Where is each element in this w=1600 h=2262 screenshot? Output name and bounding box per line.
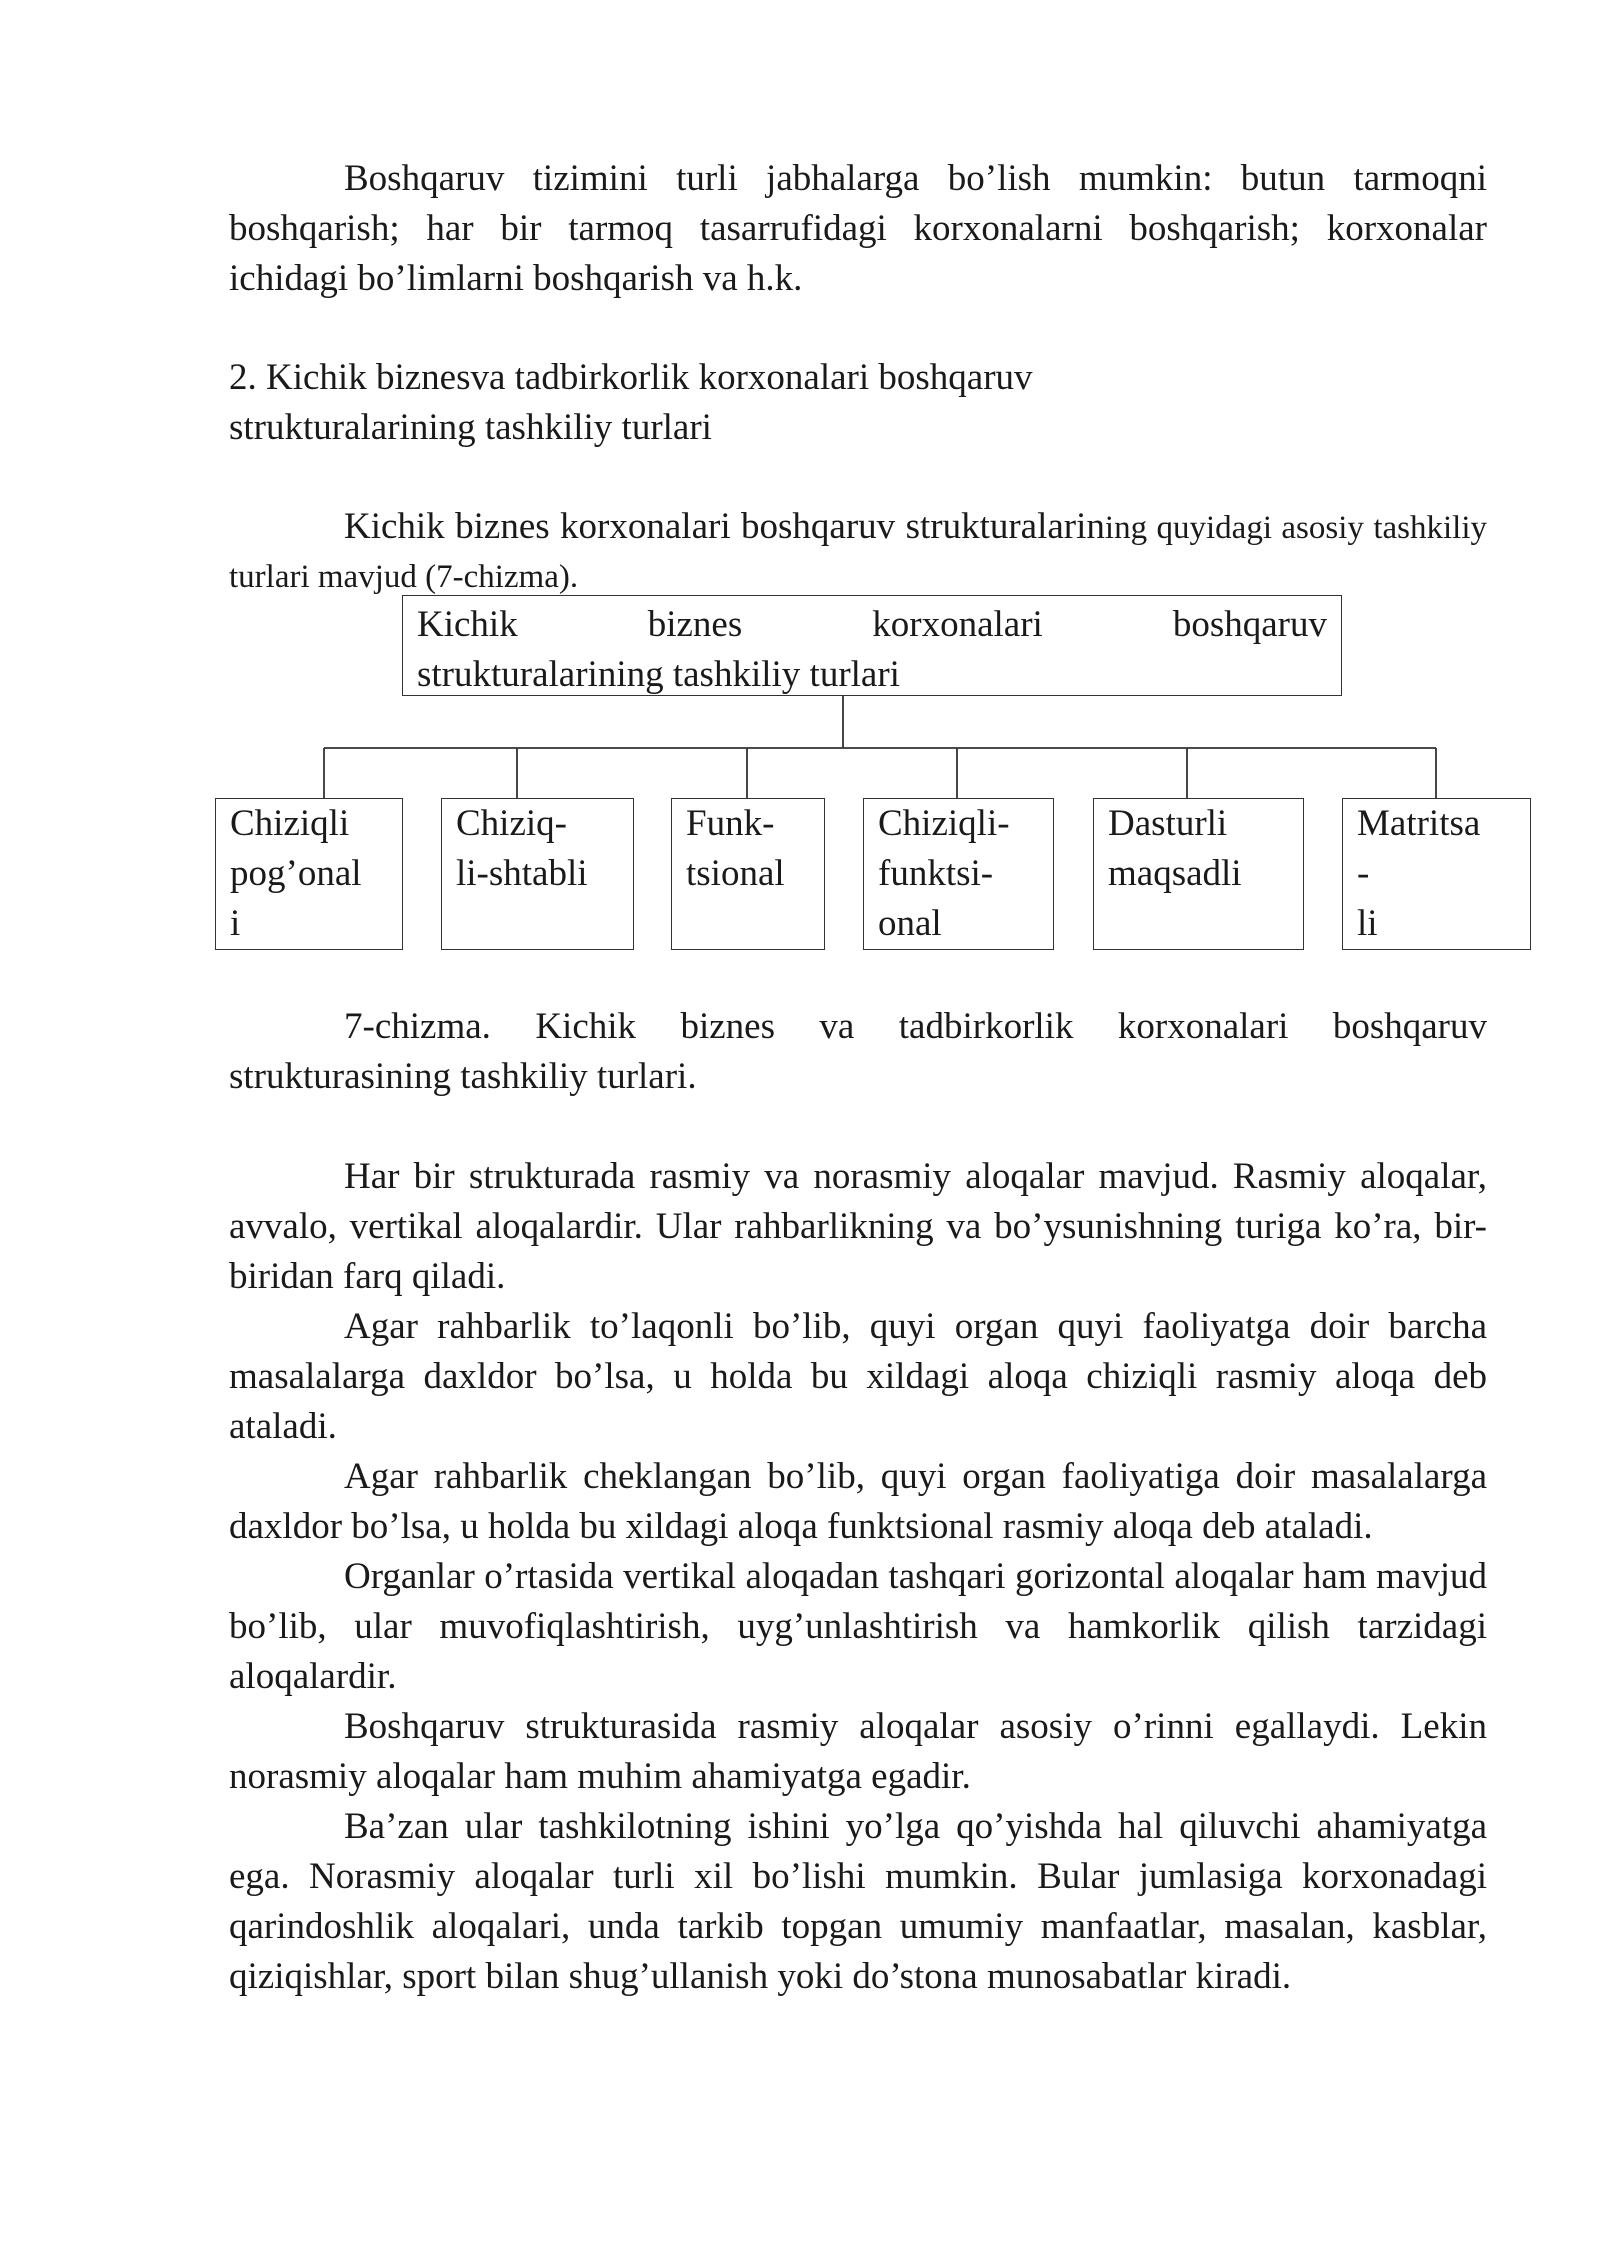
child-line: Chiziq- — [456, 803, 567, 844]
diagram-root-box — [402, 595, 1342, 696]
diagram-child-box-2 — [441, 798, 634, 950]
body-paragraph-1: Har bir strukturada rasmiy va norasmiy aloqalar mavjud. Rasmiy aloqalar, avvalo, vertikal aloqalardir. Ular rahbarlikning va bo’ysunishning turiga ko’ra, bir-biridan farq qiladi. — [229, 1156, 1487, 1297]
intro-paragraph: Boshqaruv tizimini turli jabhalarga bo’lish mumkin: butun tarmoqni boshqarish; har bir tarmoq tasarrufidagi korxonalarni boshqarish; korxonalar ichidagi bo’limlarni boshqarish va h.k. — [229, 158, 1487, 299]
root-word: korxonalari — [872, 604, 1043, 645]
child-line: i — [230, 903, 241, 944]
diagram-child-box-1 — [215, 798, 403, 950]
child-line: maqsadli — [1108, 853, 1242, 894]
body-paragraph-4: Organlar o’rtasida vertikal aloqadan tashqari gorizontal aloqalar ham mavjud bo’lib, ular muvofiqlashtirish, uyg’unlashtirish va hamkorlik qilish tarzidagi aloqalardir. — [229, 1556, 1487, 1697]
child-line: tsional — [686, 853, 785, 894]
root-word: Kichik — [417, 604, 518, 645]
body-text — [229, 1152, 1487, 2002]
diagram-child-box-3 — [671, 798, 825, 950]
child-line: - — [1357, 853, 1370, 894]
root-line1 — [417, 600, 1327, 650]
section-heading-line2: strukturalarining tashkiliy turlari — [229, 407, 712, 448]
child-line: pog’onal — [230, 853, 362, 894]
diagram-child-box-5 — [1093, 798, 1304, 950]
body-paragraph-6: Ba’zan ular tashkilotning ishini yo’lga qo’yishda hal qiluvchi ahamiyatga ega. Norasmiy aloqalar turli xil bo’lishi mumkin. Bular jumlasiga korxonadagi qarindoshlik aloqalari, unda tarkib topgan umumiy manfaatlar, masalan, kasblar, qiziqishlar, sport bilan shug’ullanish yoki do’stona munosabatlar kiradi. — [229, 1806, 1487, 1997]
diagram-child-box-4 — [863, 798, 1054, 950]
child-line: li — [1357, 903, 1378, 944]
child-line: li-shtabli — [456, 853, 588, 894]
diagram-child-box-6 — [1342, 798, 1531, 950]
child-line: Chiziqli — [230, 803, 350, 844]
body-paragraph-5: Boshqaruv strukturasida rasmiy aloqalar asosiy o’rinni egallaydi. Lekin norasmiy aloqalar ham muhim ahamiyatga egadir. — [229, 1706, 1487, 1797]
root-word: boshqaruv — [1172, 604, 1327, 645]
lead-in-part1: Kichik biznes korxonalari boshqaruv strukturalarin — [344, 506, 1105, 547]
root-line2: strukturalarining tashkiliy turlari — [417, 654, 900, 695]
root-word: biznes — [647, 604, 743, 645]
child-line: Funk- — [686, 803, 775, 844]
lead-in-part2: ing quyidagi asosiy tashkiliy turlari mavjud (7-chizma). — [229, 510, 1487, 595]
child-line: funktsi- — [878, 853, 994, 894]
body-paragraph-2: Agar rahbarlik to’laqonli bo’lib, quyi organ quyi faoliyatga doir barcha masalalarga daxldor bo’lsa, u holda bu xildagi aloqa chiziqli rasmiy aloqa deb ataladi. — [229, 1306, 1487, 1447]
child-line: Dasturli — [1108, 803, 1228, 844]
child-line: onal — [878, 903, 942, 944]
body-paragraph-3: Agar rahbarlik cheklangan bo’lib, quyi organ faoliyatiga doir masalalarga daxldor bo’lsa, u holda bu xildagi aloqa funktsional rasmiy aloqa deb ataladi. — [229, 1456, 1487, 1547]
child-line: Chiziqli- — [878, 803, 1010, 844]
section-heading-line1: 2. Kichik biznesva tadbirkorlik korxonalari boshqaruv — [229, 357, 1033, 398]
child-line: Matritsa — [1357, 803, 1481, 844]
figure-caption: 7-chizma. Kichik biznes va tadbirkorlik korxonalari boshqaruv strukturasining tashkiliy turlari. — [229, 1006, 1487, 1097]
